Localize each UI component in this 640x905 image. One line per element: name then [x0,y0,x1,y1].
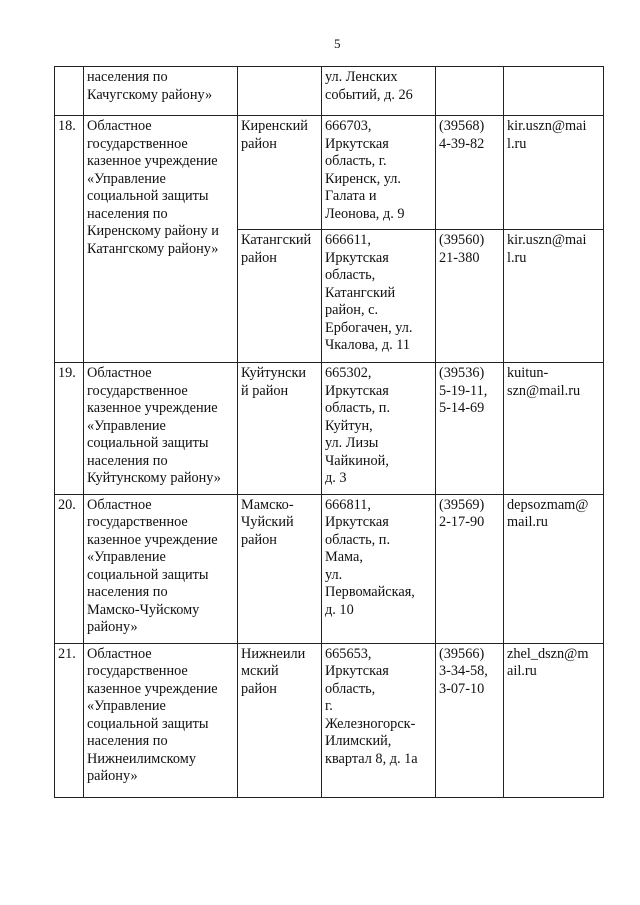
institution-name: Областное государственное казенное учреждение «Управление социальной защиты населения по Нижнеилимскому району» [84,643,238,797]
row-number: 18. [55,116,84,363]
row-number: 21. [55,643,84,797]
row-number: 19. [55,363,84,495]
table-row [55,494,604,643]
address: 665653, Иркутская область, г. Железногорск- Илимский, квартал 8, д. 1а [322,643,436,797]
address: ул. Ленских событий, д. 26 [322,67,436,116]
email: kuitun- szn@mail.ru [504,363,604,495]
district: Катангский район [238,230,322,363]
address: 665302, Иркутская область, п. Куйтун, ул. Лизы Чайкиной, д. 3 [322,363,436,495]
address: 666703, Иркутская область, г. Киренск, ул. Галата и Леонова, д. 9 [322,116,436,230]
institution-name: Областное государственное казенное учреждение «Управление социальной защиты населения по Киренскому району и Катангскому району» [84,116,238,363]
district: Нижнеили мский район [238,643,322,797]
email: kir.uszn@mai l.ru [504,116,604,230]
district [238,67,322,116]
table-row [55,116,604,230]
phone: (39566) 3-34-58, 3-07-10 [436,643,504,797]
address: 666611, Иркутская область, Катангский район, с. Ербогачен, ул. Чкалова, д. 11 [322,230,436,363]
institution-name: населения по Качугскому району» [84,67,238,116]
social-protection-offices-table [54,66,604,798]
institution-name: Областное государственное казенное учреждение «Управление социальной защиты населения по Мамско-Чуйскому району» [84,494,238,643]
email: kir.uszn@mai l.ru [504,230,604,363]
phone: (39560) 21-380 [436,230,504,363]
phone: (39536) 5-19-11, 5-14-69 [436,363,504,495]
institution-name: Областное государственное казенное учреждение «Управление социальной защиты населения по Куйтунскому району» [84,363,238,495]
district: Мамско- Чуйский район [238,494,322,643]
page-number: 5 [334,36,341,51]
email [504,67,604,116]
district: Киренский район [238,116,322,230]
email: depsozmam@ mail.ru [504,494,604,643]
phone [436,67,504,116]
district: Куйтунски й район [238,363,322,495]
phone: (39569) 2-17-90 [436,494,504,643]
row-number [55,67,84,116]
phone: (39568) 4-39-82 [436,116,504,230]
table-row [55,67,604,116]
table-row [55,363,604,495]
address: 666811, Иркутская область, п. Мама, ул. Первомайская, д. 10 [322,494,436,643]
email: zhel_dszn@m ail.ru [504,643,604,797]
table-row [55,643,604,797]
row-number: 20. [55,494,84,643]
